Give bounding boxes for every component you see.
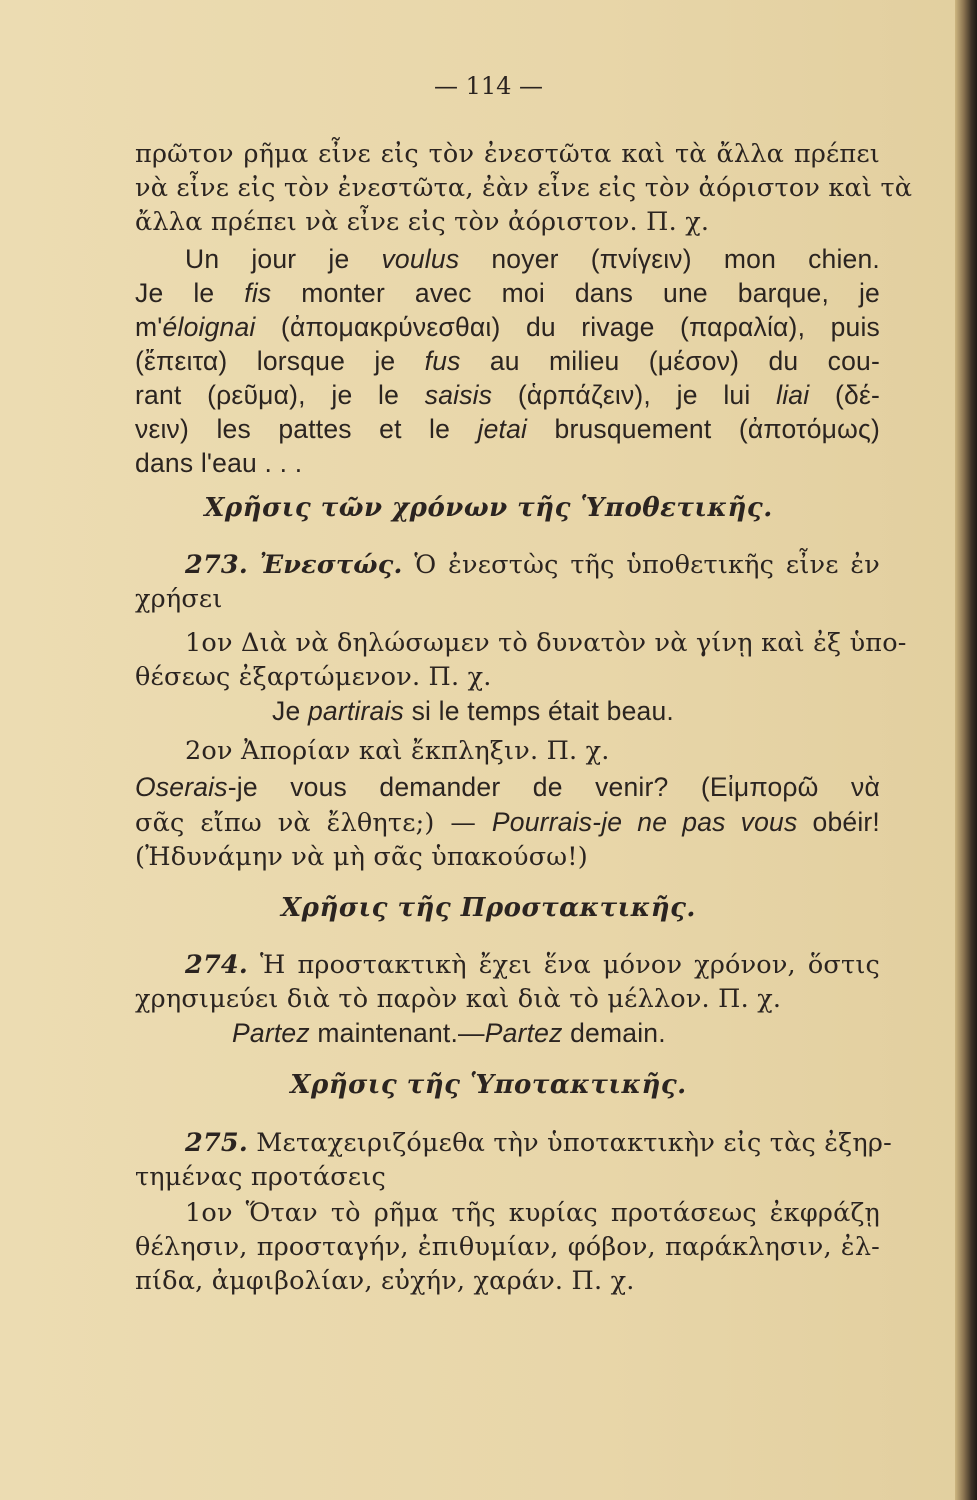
text-line: σᾶς εἴπω νὰ ἔλθητε;) — Pourrais-je ne pas vous obéir! xyxy=(135,807,880,838)
page-number: — 114 — xyxy=(433,72,544,100)
section-274-first-line: 274. Ἡ προστακτικὴ ἔχει ἕνα μόνον χρόνον, ὅστις xyxy=(185,950,880,980)
example-line: Je partirais si le temps était beau. xyxy=(272,696,674,726)
text-line: τημένας προτάσεις xyxy=(135,1162,387,1192)
text-line: νὰ εἶνε εἰς τὸν ἐνεστῶτα, ἐὰν εἶνε εἰς τὸν ἀόριστον καὶ τὰ xyxy=(135,173,913,203)
text-line: χρήσει xyxy=(135,584,223,614)
example-line: dans l'eau . . . xyxy=(135,448,303,478)
example-line: Partez maintenant.—Partez demain. xyxy=(232,1018,666,1048)
example-line: (ἔπειτα) lorsque je fus au milieu (μέσον) du cou- xyxy=(135,346,880,376)
text-line: Oserais-je vous demander de venir? (Εἰμπορῶ νὰ xyxy=(135,772,880,802)
text-line: 2ον Ἀπορίαν καὶ ἔκπληξιν. Π. χ. xyxy=(185,736,610,766)
example-line: Je le fis monter avec moi dans une barque, je xyxy=(135,278,880,308)
text-line: θέσεως ἐξαρτώμενον. Π. χ. xyxy=(135,662,492,692)
text-line: πρῶτον ρῆμα εἶνε εἰς τὸν ἐνεστῶτα καὶ τὰ ἄλλα πρέπει xyxy=(135,139,880,169)
example-line: Un jour je voulus noyer (πνίγειν) mon chien. xyxy=(185,244,880,274)
text-line: πίδα, ἀμφιβολίαν, εὐχήν, χαράν. Π. χ. xyxy=(135,1266,635,1296)
text-line: χρησιμεύει διὰ τὸ παρὸν καὶ διὰ τὸ μέλλον. Π. χ. xyxy=(135,984,782,1014)
page-binding-edge xyxy=(955,0,977,1500)
section-heading: Χρῆσις τῆς Ὑποτακτικῆς. xyxy=(290,1070,687,1100)
text-line: ἄλλα πρέπει νὰ εἶνε εἰς τὸν ἀόριστον. Π. χ. xyxy=(135,207,710,237)
example-line: m'éloignai (ἀπομακρύνεσθαι) du rivage (παραλία), puis xyxy=(135,312,880,342)
text-line: 1ον Διὰ νὰ δηλώσωμεν τὸ δυνατὸν νὰ γίνῃ καὶ ἐξ ὑπο- xyxy=(185,628,907,658)
section-heading: Χρῆσις τῶν χρόνων τῆς Ὑποθετικῆς. xyxy=(204,493,773,523)
example-line: νειν) les pattes et le jetai brusquement (ἀποτόμως) xyxy=(135,414,880,444)
text-line: 1ον Ὅταν τὸ ρῆμα τῆς κυρίας προτάσεως ἐκφράζῃ xyxy=(185,1198,880,1228)
text-line: θέλησιν, προσταγήν, ἐπιθυμίαν, φόβον, παράκλησιν, ἐλ- xyxy=(135,1232,880,1262)
section-275-first-line: 275. Μεταχειριζόμεθα τὴν ὑποτακτικὴν εἰς τὰς ἐξηρ- xyxy=(185,1128,892,1158)
example-line: rant (ρεῦμα), je le saisis (ἁρπάζειν), je lui liai (δέ- xyxy=(135,380,880,410)
section-heading: Χρῆσις τῆς Προστακτικῆς. xyxy=(281,893,696,923)
section-273-first-line: 273. Ἐνεστώς. Ὁ ἐνεστὼς τῆς ὑποθετικῆς εἶνε ἐν xyxy=(185,550,880,580)
text-line: (Ἠδυνάμην νὰ μὴ σᾶς ὑπακούσω!) xyxy=(135,842,588,872)
